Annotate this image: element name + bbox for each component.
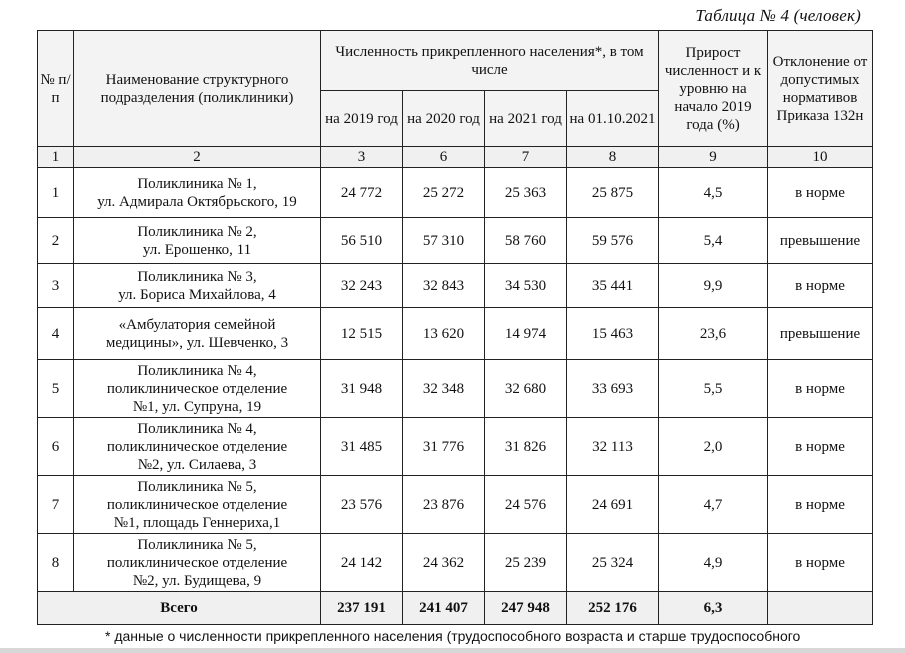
row-name-line: Поликлиника № 4, — [137, 362, 257, 379]
footnote: * данные о численности прикрепленного населения (трудоспособного возраста и старше трудоспособного — [105, 628, 801, 644]
value-2021-oct: 25 875 — [567, 168, 659, 218]
header-2019: на 2019 год — [321, 91, 403, 147]
value-2020: 23 876 — [403, 476, 485, 534]
row-name-line: Поликлиника № 1, — [137, 175, 257, 192]
column-number: 8 — [567, 147, 659, 168]
row-name-line: Поликлиника № 2, — [137, 223, 257, 240]
table-row — [38, 360, 873, 418]
row-name — [74, 218, 321, 264]
row-name-line: №2, ул. Будищева, 9 — [132, 572, 262, 589]
total-growth: 6,3 — [659, 592, 768, 625]
row-name — [74, 476, 321, 534]
row-name-line: ул. Бориса Михайлова, 4 — [118, 286, 276, 303]
row-name-line: Поликлиника № 4, — [137, 420, 257, 437]
deviation-status: превышение — [768, 218, 873, 264]
header-2020: на 2020 год — [403, 91, 485, 147]
row-num: 1 — [38, 168, 74, 218]
growth-percent: 5,5 — [659, 360, 768, 418]
growth-percent: 9,9 — [659, 264, 768, 308]
total-2019: 237 191 — [321, 592, 403, 625]
row-name-line: Поликлиника № 3, — [137, 268, 257, 285]
total-row — [38, 592, 873, 625]
deviation-status: превышение — [768, 308, 873, 360]
row-name — [74, 418, 321, 476]
deviation-status: в норме — [768, 168, 873, 218]
header-name: Наименование структурного подразделения (поликлиники) — [74, 31, 321, 147]
table-row — [38, 476, 873, 534]
deviation-status: в норме — [768, 264, 873, 308]
value-2021: 24 576 — [485, 476, 567, 534]
value-2021-oct: 24 691 — [567, 476, 659, 534]
deviation-status: в норме — [768, 476, 873, 534]
table-row — [38, 534, 873, 592]
value-2020: 13 620 — [403, 308, 485, 360]
header-2021-oct: на 01.10.2021 — [567, 91, 659, 147]
value-2021-oct: 35 441 — [567, 264, 659, 308]
row-name-line: ул. Адмирала Октябрьского, 19 — [97, 193, 297, 210]
row-name-line: №2, ул. Силаева, 3 — [137, 456, 257, 473]
total-label: Всего — [38, 592, 321, 625]
table-row — [38, 308, 873, 360]
header-population: Численность прикрепленного населения*, в том числе — [321, 31, 659, 91]
column-number: 3 — [321, 147, 403, 168]
row-name-line: медицины», ул. Шевченко, 3 — [105, 334, 289, 351]
value-2021-oct: 25 324 — [567, 534, 659, 592]
header-deviation: Отклонение от допустимых нормативов Приказа 132н — [768, 31, 873, 147]
value-2021-oct: 32 113 — [567, 418, 659, 476]
value-2019: 31 948 — [321, 360, 403, 418]
column-number: 6 — [403, 147, 485, 168]
row-name-line: поликлиническое отделение — [106, 496, 288, 513]
total-2021-oct: 252 176 — [567, 592, 659, 625]
total-2021: 247 948 — [485, 592, 567, 625]
deviation-status: в норме — [768, 534, 873, 592]
row-name-line: №1, ул. Супруна, 19 — [132, 398, 262, 415]
total-empty — [768, 592, 873, 625]
value-2021: 58 760 — [485, 218, 567, 264]
row-num: 6 — [38, 418, 74, 476]
value-2019: 24 142 — [321, 534, 403, 592]
row-name-line: Поликлиника № 5, — [137, 478, 257, 495]
column-number: 9 — [659, 147, 768, 168]
row-name-line: №1, площадь Геннериха,1 — [113, 514, 281, 531]
table-row — [38, 218, 873, 264]
value-2019: 12 515 — [321, 308, 403, 360]
row-name — [74, 308, 321, 360]
column-number: 2 — [74, 147, 321, 168]
row-name-line: ул. Ерошенко, 11 — [142, 241, 252, 258]
table-row — [38, 168, 873, 218]
value-2020: 32 348 — [403, 360, 485, 418]
row-name-line: поликлиническое отделение — [106, 554, 288, 571]
row-name — [74, 264, 321, 308]
row-name — [74, 534, 321, 592]
header-2021: на 2021 год — [485, 91, 567, 147]
value-2020: 31 776 — [403, 418, 485, 476]
table-caption: Таблица № 4 (человек) — [695, 6, 861, 25]
total-2020: 241 407 — [403, 592, 485, 625]
deviation-status: в норме — [768, 418, 873, 476]
column-number: 1 — [38, 147, 74, 168]
value-2019: 32 243 — [321, 264, 403, 308]
column-number: 7 — [485, 147, 567, 168]
header-growth: Прирост численност и к уровню на начало 2019 года (%) — [659, 31, 768, 147]
bottom-scrollbar — [0, 648, 905, 653]
growth-percent: 4,7 — [659, 476, 768, 534]
row-num: 4 — [38, 308, 74, 360]
value-2021: 34 530 — [485, 264, 567, 308]
value-2021: 25 363 — [485, 168, 567, 218]
value-2021-oct: 59 576 — [567, 218, 659, 264]
column-numbers-row — [38, 147, 873, 168]
column-number: 10 — [768, 147, 873, 168]
growth-percent: 2,0 — [659, 418, 768, 476]
value-2021: 31 826 — [485, 418, 567, 476]
growth-percent: 5,4 — [659, 218, 768, 264]
header-num: № п/п — [38, 31, 74, 147]
value-2019: 24 772 — [321, 168, 403, 218]
value-2019: 31 485 — [321, 418, 403, 476]
table-row — [38, 264, 873, 308]
population-table — [37, 30, 873, 625]
value-2019: 56 510 — [321, 218, 403, 264]
value-2020: 57 310 — [403, 218, 485, 264]
value-2021-oct: 33 693 — [567, 360, 659, 418]
value-2019: 23 576 — [321, 476, 403, 534]
row-num: 7 — [38, 476, 74, 534]
deviation-status: в норме — [768, 360, 873, 418]
growth-percent: 4,9 — [659, 534, 768, 592]
row-num: 5 — [38, 360, 74, 418]
row-name — [74, 360, 321, 418]
value-2021: 25 239 — [485, 534, 567, 592]
row-name-line: поликлиническое отделение — [106, 380, 288, 397]
value-2021: 32 680 — [485, 360, 567, 418]
value-2020: 25 272 — [403, 168, 485, 218]
row-num: 8 — [38, 534, 74, 592]
value-2020: 32 843 — [403, 264, 485, 308]
row-name — [74, 168, 321, 218]
growth-percent: 23,6 — [659, 308, 768, 360]
value-2021-oct: 15 463 — [567, 308, 659, 360]
growth-percent: 4,5 — [659, 168, 768, 218]
value-2021: 14 974 — [485, 308, 567, 360]
row-name-line: «Амбулатория семейной — [118, 316, 276, 333]
row-name-line: поликлиническое отделение — [106, 438, 288, 455]
row-num: 2 — [38, 218, 74, 264]
table-row — [38, 418, 873, 476]
value-2020: 24 362 — [403, 534, 485, 592]
row-num: 3 — [38, 264, 74, 308]
row-name-line: Поликлиника № 5, — [137, 536, 257, 553]
